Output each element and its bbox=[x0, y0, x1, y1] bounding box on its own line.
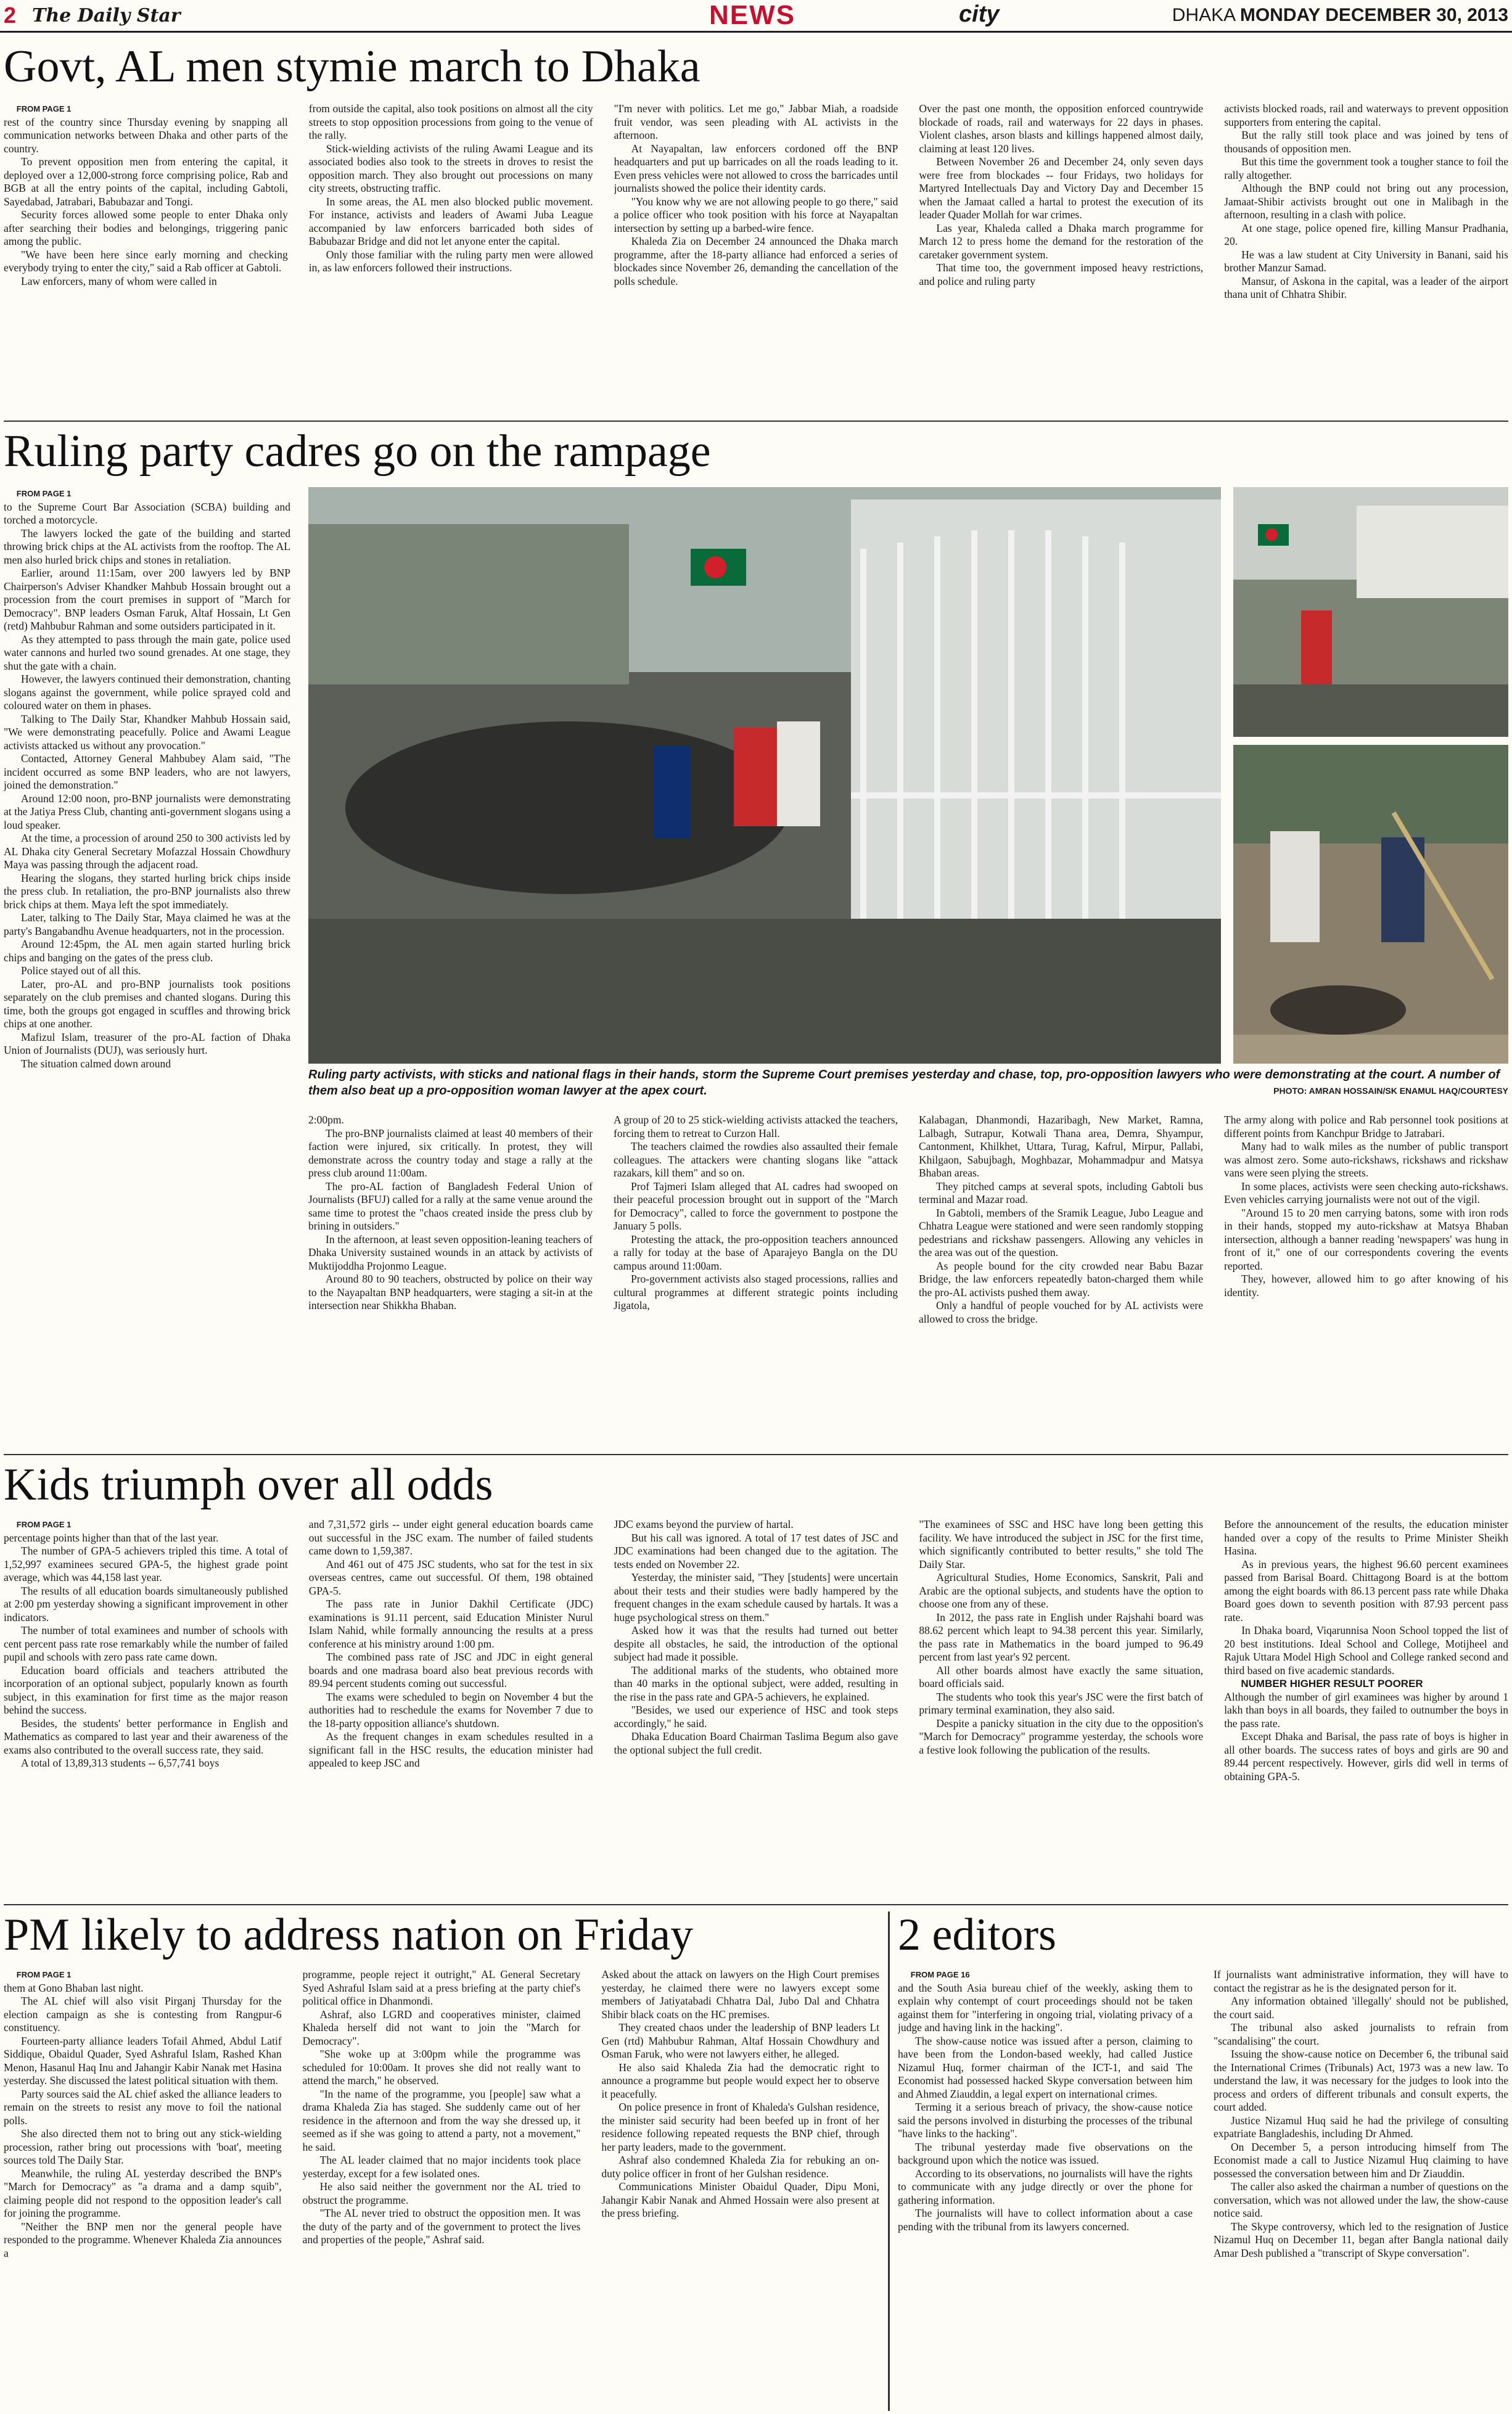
paragraph: As in previous years, the highest 96.60 percent examinees passed from Barisal Board. Chittagong Board is at the bottom among the eight boards with 86.13 percent pass rate while Dhaka Board goes down to seventh position with 87.93 percent pass rate. bbox=[1224, 1558, 1508, 1624]
paragraph: As people bound for the city crowded near Babu Bazar Bridge, the law enforcers repeatedly baton-charged them while the pro-AL activists pushed them away. bbox=[919, 1259, 1203, 1299]
paragraph: percentage points higher than that of the last year. bbox=[4, 1531, 219, 1544]
paragraph: In some places, activists were seen checking auto-rickshaws. Even vehicles carrying journalists were not out of the vigil. bbox=[1224, 1180, 1508, 1205]
paragraph: "Besides, we used our experience of HSC and took steps accordingly," he said. bbox=[614, 1704, 898, 1730]
column-3 bbox=[614, 102, 898, 480]
paragraph: As the frequent changes in exam schedules resulted in a significant fall in the HSC results, the education minister had appealed to keep JSC and bbox=[308, 1730, 593, 1769]
paragraph: Around 12:45pm, the AL men again started hurling brick chips and banging on the gates of the press club. bbox=[4, 938, 290, 964]
paragraph: "The examinees of SSC and HSC have long been getting this facility. We have introduced the subject in JSC for the first time, which significantly contributed to better results," she told The Daily Star. bbox=[919, 1518, 1204, 1570]
side-photo-top[interactable] bbox=[1233, 487, 1508, 737]
paragraph: He also said neither the government nor the AL tried to obstruct the programme. bbox=[302, 2180, 581, 2206]
paragraph: and 7,31,572 girls -- under eight general education boards came out successful in the JSC exam. The number of failed students came down to 1,59,387. bbox=[308, 1518, 593, 1557]
paragraph: The journalists will have to collect information about a case pending with the tribunal from its lawyers concerned. bbox=[898, 2207, 1193, 2233]
paragraph: As they attempted to pass through the main gate, police used water cannons and hurled two sound grenades. At one stage, they shut the gate with a chain. bbox=[4, 633, 290, 672]
main-photo[interactable] bbox=[308, 487, 1221, 1064]
paragraph: Although the number of girl examinees was higher by around 1 lakh than boys in all boards, they failed to outnumber the boys in the pass rate. bbox=[1224, 1690, 1508, 1730]
paragraph: According to its observations, no journalists will have the rights to communicate with any judge directly or over the phone for gathering information. bbox=[898, 2167, 1193, 2206]
paragraph: them at Gono Bhaban last night. bbox=[4, 1981, 144, 1994]
paragraph: Contacted, Attorney General Mahbubey Alam said, "The incident occurred as some BNP leaders, who are not lawyers, joined the demonstration." bbox=[4, 752, 290, 791]
paragraph: "You know why we are not allowing people to go there," said a police officer who took position with his force at Nayapaltan intersection by setting up a barbed-wire fence. bbox=[614, 195, 898, 234]
column-4 bbox=[919, 102, 1203, 480]
paragraph: Around 80 to 90 teachers, obstructed by police on their way to the Nayapaltan BNP headquarters, were staging a sit-in at the intersection near Shikkha Bhaban. bbox=[308, 1273, 593, 1312]
paragraph: Fourteen-party alliance leaders Tofail Ahmed, Abdul Latif Siddique, Obaidul Quader, Syed Ashraful Islam, Rashed Khan Menon, Hasanul Haq Inu and Jahangir Kabir Nanak met Hasina yesterday. She discussed the latest political situation with them. bbox=[4, 2034, 282, 2087]
paragraph: The tribunal also asked journalists to refrain from "scandalising" the court. bbox=[1214, 2021, 1508, 2047]
page-number: 2 bbox=[4, 2, 17, 28]
paragraph: The number of total examinees and number of schools with cent percent pass rate rose remarkably while the number of failed pupil and schools with zero pass rate came down. bbox=[4, 1624, 288, 1663]
paragraph: "In the name of the programme, you [people] saw what a drama Khaleda Zia has staged. She suddenly came out of her residence in the afternoon and from the way she dressed up, it seemed as if she was going to attend a party, not a movement," he said. bbox=[302, 2087, 581, 2153]
column-1 bbox=[4, 1518, 288, 1900]
divider bbox=[4, 1454, 1508, 1455]
paragraph: At Nayapaltan, law enforcers cordoned off the BNP headquarters and put up barricades on all the roads leading to it. Even press vehicles were not allowed to cross the barricades until journalists showed the police their identity cards. bbox=[614, 142, 898, 194]
paragraph: They pitched camps at several spots, including Gabtoli bus terminal and Mazar road. bbox=[919, 1180, 1203, 1205]
paragraph: Agricultural Studies, Home Economics, Sanskrit, Pali and Arabic are the optional subjects, and students have the option to choose one from any of these. bbox=[919, 1571, 1204, 1610]
paragraph: Meanwhile, the ruling AL yesterday described the BNP's "March for Democracy" as "a drama and a damp squib", claiming people did not respond to the opposition leader's call for joining the programme. bbox=[4, 2167, 282, 2219]
column-5 bbox=[1224, 1114, 1508, 1465]
dateline-date: MONDAY DECEMBER 30, 2013 bbox=[1239, 5, 1508, 25]
paragraph: If journalists want administrative information, they will have to contact the registrar as he is the designated person for it. bbox=[1214, 1968, 1508, 1994]
paragraph: The Skype controversy, which led to the resignation of Justice Nizamul Huq on December 11, began after Bangla national daily Amar Desh published a "transcript of Skype conversation". bbox=[1214, 2220, 1508, 2259]
paragraph: The caller also asked the chairman a number of questions on the conversation, which was not allowed under the law, the show-cause notice said. bbox=[1214, 2180, 1508, 2219]
paragraph: Later, talking to The Daily Star, Maya claimed he was at the party's Bangabandhu Avenue headquarters, not in the procession. bbox=[4, 911, 290, 937]
paragraph: Issuing the show-cause notice on December 6, the tribunal said the International Crimes (Tribunals) Act, 1973 was a new law. To understand the law, it was necessary for the judges to look into the process and orders of different tribunals and consult experts, the court added. bbox=[1214, 2048, 1508, 2113]
paragraph: At the time, a procession of around 250 to 300 activists led by AL Dhaka city General Secretary Mofazzal Hossain Chowdhury Maya was passing through the adjacent road. bbox=[4, 832, 290, 871]
column-5 bbox=[1224, 1518, 1508, 1900]
section-name: NEWS bbox=[709, 0, 795, 30]
headline[interactable]: Ruling party cadres go on the rampage bbox=[4, 426, 711, 477]
paragraph: Mafizul Islam, treasurer of the pro-AL faction of Dhaka Union of Journalists (DUJ), was seriously hurt. bbox=[4, 1030, 290, 1056]
paragraph: A group of 20 to 25 stick-wielding activists attacked the teachers, forcing them to retreat to Curzon Hall. bbox=[614, 1114, 898, 1139]
paragraph: The combined pass rate of JSC and JDC in eight general boards and one madrasa board also beat previous records with 89.94 percent students coming out successful. bbox=[308, 1651, 593, 1689]
paragraph: rest of the country since Thursday evening by snapping all communication networks between Dhaka and other parts of the country. bbox=[4, 115, 288, 155]
headline[interactable]: 2 editors bbox=[898, 1910, 1056, 1960]
paragraph: In Dhaka board, Viqarunnisa Noon School topped the list of 20 best institutions. Ideal School and College, Motijheel and Rajuk Uttara Model High School and College ranked second and third based on five academic standards. bbox=[1224, 1624, 1508, 1677]
paragraph: and the South Asia bureau chief of the weekly, asking them to explain why contempt of court proceedings should not be taken against them for "interfering in ongoing trial, violating privacy of a judge and having link in the hacking". bbox=[898, 1981, 1193, 2034]
paragraph: Around 12:00 noon, pro-BNP journalists were demonstrating at the Jatiya Press Club, chanting anti-government slogans using a loud speaker. bbox=[4, 792, 290, 831]
paragraph: To prevent opposition men from entering the capital, it deployed over a 12,000-strong force comprising police, Rab and BGB at all the entry points of the capital, including Gabtoli, Sayedabad, Jatrabari, Babubazar and Tongi. bbox=[4, 155, 288, 208]
paragraph: The pro-AL faction of Bangladesh Federal Union of Journalists (BFUJ) called for a rally at the same venue around the same time to protest the "chaos created inside the press club by brining in outsiders." bbox=[308, 1180, 593, 1232]
paragraph: Protesting the attack, the pro-opposition teachers announced a rally for today at the base of Aparajeyo Bangla on the DU campus around 11:00am. bbox=[614, 1233, 898, 1272]
column-divider bbox=[888, 1911, 890, 2411]
paragraph: Prof Tajmeri Islam alleged that AL cadres had swooped on their peaceful procession brought out in support of the "March for Democracy", called to force the government to postpone the January 5 polls. bbox=[614, 1180, 898, 1232]
paragraph: Justice Nizamul Huq said he had the privilege of consulting expatriate Bangladeshis, including Dr Ahmed. bbox=[1214, 2114, 1508, 2140]
photo-caption bbox=[308, 1067, 1508, 1099]
paragraph: The exams were scheduled to begin on November 4 but the authorities had to reschedule the exams for November 7 due to the 18-party opposition alliance's shutdown. bbox=[308, 1690, 593, 1730]
column-4 bbox=[919, 1114, 1203, 1465]
paragraph: Law enforcers, many of whom were called in bbox=[21, 274, 217, 287]
paragraph: programme, people reject it outright," AL General Secretary Syed Ashraful Islam said at a press briefing at the party chief's political office in Dhanmondi. bbox=[302, 1968, 581, 2007]
paragraph: All other boards almost have exactly the same situation, board officials said. bbox=[919, 1664, 1204, 1689]
column-3 bbox=[601, 1968, 879, 2410]
headline[interactable]: PM likely to address nation on Friday bbox=[4, 1910, 694, 1960]
paragraph: That time too, the government imposed heavy restrictions, and police and ruling party bbox=[919, 261, 1204, 287]
paragraph: Only a handful of people vouched for by AL activists were allowed to cross the bridge. bbox=[919, 1299, 1203, 1325]
paragraph: "Neither the BNP men nor the general people have responded to the programme. Whenever Khaleda Zia announces a bbox=[4, 2220, 282, 2259]
paragraph: Ashraf also condemned Khaleda Zia for rebuking an on-duty police officer in front of her Gulshan residence. bbox=[601, 2154, 880, 2180]
paragraph: And 461 out of 475 JSC students, who sat for the test in six overseas centres, came out successful. Of them, 198 obtained GPA-5. bbox=[308, 1558, 593, 1597]
from-page-label: FROM PAGE 1 bbox=[16, 489, 72, 498]
paragraph: The army along with police and Rab personnel took positions at different points from Kanchpur Bridge to Jatrabari. bbox=[1224, 1114, 1508, 1139]
column-2 bbox=[309, 102, 593, 480]
paragraph: "We have been here since early morning and checking everybody trying to enter the city," said a Rab officer at Gabtoli. bbox=[4, 248, 288, 274]
column-2 bbox=[308, 1114, 593, 1465]
story-pm-address bbox=[4, 1909, 879, 2412]
column-1 bbox=[4, 487, 290, 1464]
paragraph: Communications Minister Obaidul Quader, Dipu Moni, Jahangir Kabir Nanak and Ahmed Hossain were also present at the press briefing. bbox=[601, 2180, 880, 2219]
from-page-label: FROM PAGE 1 bbox=[16, 1520, 72, 1529]
from-page-label: FROM PAGE 16 bbox=[910, 1970, 970, 1979]
column-1 bbox=[898, 1968, 1193, 2410]
paragraph: Pro-government activists also staged processions, rallies and cultural programmes at different strategic points including Jigatola, bbox=[614, 1273, 898, 1312]
paragraph: The situation calmed down around bbox=[21, 1057, 171, 1070]
divider bbox=[4, 421, 1508, 422]
headline[interactable]: Govt, AL men stymie march to Dhaka bbox=[4, 41, 701, 92]
paragraph: Stick-wielding activists of the ruling Awami League and its associated bodies also took to the streets in droves to resist the opposition march. They also brought out processions on many city streets, obstructing traffic. bbox=[308, 142, 593, 194]
paragraph: The tribunal yesterday made five observations on the background upon which the notice was issued. bbox=[898, 2140, 1193, 2166]
subsection-name: city bbox=[959, 1, 1000, 27]
paragraph: The AL leader claimed that no major incidents took place yesterday, except for a few isolated ones. bbox=[302, 2154, 581, 2180]
paragraph: The additional marks of the students, who obtained more than 40 marks in the optional subject, were added, resulting in the rise in the pass rate and GPA-5 achievers, he explained. bbox=[614, 1664, 898, 1703]
paragraph: The number of GPA-5 achievers tripled this time. A total of 1,52,997 examinees secured GPA-5, the highest grade point average, which was 44,158 last year. bbox=[4, 1545, 288, 1583]
story-kids-triumph bbox=[4, 1459, 1508, 1903]
paragraph: The results of all education boards simultaneously published at 2:00 pm yesterday showing a significant improvement in other indicators. bbox=[4, 1584, 288, 1624]
column-5 bbox=[1224, 102, 1508, 480]
paragraph: Only those familiar with the ruling party men were allowed in, as law enforcers followed their instructions. bbox=[308, 248, 593, 274]
paragraph: Dhaka Education Board Chairman Taslima Begum also gave the optional subject the full credit. bbox=[614, 1730, 898, 1756]
column-2 bbox=[309, 1518, 593, 1900]
paragraph: Later, pro-AL and pro-BNP journalists took positions separately on the club premises and chanted slogans. During this time, both the groups got engaged in scuffles and throwing brick chips at one another. bbox=[4, 977, 290, 1030]
paragraph: "She woke up at 3:00pm while the programme was scheduled for 10:00am. It proves she did not really want to attend the march," he observed. bbox=[302, 2048, 581, 2087]
paragraph: She also directed them not to bring out any stick-wielding procession, rather bring out processions with 'boat', meeting sources told The Daily Star. bbox=[4, 2127, 282, 2166]
paragraph: Las year, Khaleda called a Dhaka march programme for March 12 to press home the demand for the restoration of the caretaker government system. bbox=[919, 221, 1204, 261]
column-2 bbox=[303, 1968, 581, 2410]
from-page-label: FROM PAGE 1 bbox=[16, 104, 72, 113]
paragraph: However, the lawyers continued their demonstration, chanting slogans against the government, while police sprayed cold and coloured water on them in phases. bbox=[4, 673, 290, 712]
column-3 bbox=[614, 1518, 898, 1900]
paragraph: Over the past one month, the opposition enforced countrywide blockade of roads, rail and waterways for 22 days in phases. Violent clashes, arson blasts and killings happened almost daily, claiming at least 120 lives. bbox=[919, 102, 1204, 155]
dateline bbox=[1172, 5, 1508, 26]
dateline-city: DHAKA bbox=[1172, 5, 1235, 25]
paragraph: The pro-BNP journalists claimed at least 40 members of their faction were injured, six critically. In protest, they will demonstrate across the country today and stage a rally at the press club around 11:00am. bbox=[308, 1127, 593, 1179]
paragraph: Education board officials and teachers attributed the incorporation of an optional subject, popularly known as fourth subject, in this examination for first time as the major reason behind the success. bbox=[4, 1664, 288, 1716]
paragraph: to the Supreme Court Bar Association (SCBA) building and torched a motorcycle. bbox=[4, 500, 290, 526]
paragraph: "Around 15 to 20 men carrying batons, some with iron rods in their hands, stopped my auto-rickshaw at Matsya Bhaban intersection, although a banner reading 'newspapers' was hung in front of it," one of our correspondents covering the events reported. bbox=[1224, 1206, 1508, 1272]
paragraph: The lawyers locked the gate of the building and started throwing brick chips at the AL activists from the rooftop. The AL men also hurled brick chips and stones in retaliation. bbox=[4, 527, 290, 566]
from-page-label: FROM PAGE 1 bbox=[16, 1970, 72, 1979]
paragraph: At one stage, police opened fire, killing Mansur Pradhania, 20. bbox=[1224, 221, 1508, 247]
paragraph: 2:00pm. bbox=[308, 1114, 344, 1126]
paragraph: He also said Khaleda Zia had the democratic right to announce a programme but people would expect her to observe it peacefully. bbox=[601, 2061, 880, 2100]
paragraph: The pass rate in Junior Dakhil Certificate (JDC) examinations is 91.11 percent, said Education Minister Nurul Islam Nahid, while formally announcing the results at a press conference at his ministry around 1:00 pm. bbox=[308, 1598, 593, 1650]
subheading: NUMBER HIGHER RESULT POORER bbox=[1241, 1678, 1423, 1689]
paragraph: But the rally still took place and was joined by tens of thousands of opposition men. bbox=[1224, 129, 1508, 155]
paragraph: Many had to walk miles as the number of public transport was almost zero. Some auto-rickshaws, rickshaws and rickshaw vans were seen plying the streets. bbox=[1224, 1140, 1508, 1179]
paragraph: He was a law student at City University in Banani, said his brother Manzur Samad. bbox=[1224, 248, 1508, 274]
paragraph: Hearing the slogans, they started hurling brick chips inside the press club. In retaliation, the pro-BNP journalists also threw brick chips at them. Maya left the spot immediately. bbox=[4, 871, 290, 911]
paragraph: On police presence in front of Khaleda's Gulshan residence, the minister said security had been beefed up in front of her residence following repeated requests the BNP chief, through her party leaders, made to the government. bbox=[601, 2101, 880, 2153]
story-govt-march bbox=[4, 41, 1508, 485]
paragraph: Kalabagan, Dhanmondi, Hazaribagh, New Market, Ramna, Lalbagh, Sutrapur, Kotwali Thana area, Demra, Shyampur, Cantonment, Khilkhet, Uttara, Turag, Kafrul, Mirpur, Pallabi, Khilgaon, Sabujbagh, Moghbazar, Mohammadpur and Matsya Bhaban areas. bbox=[919, 1114, 1203, 1179]
paragraph: Khaleda Zia on December 24 announced the Dhaka march programme, after the 18-party alliance had enforced a series of blockades since November 26, demanding the cancellation of the polls schedule. bbox=[614, 235, 898, 287]
column-2 bbox=[1214, 1968, 1508, 2410]
paragraph: Talking to The Daily Star, Khandker Mahbub Hossain said, "We were demonstrating peacefully. Police and Awami League activists attacked us without any provocation." bbox=[4, 712, 290, 752]
paragraph: Between November 26 and December 24, only seven days were free from blockades -- four Fridays, two holidays for Martyred Intellectuals Day and Victory Day and December 15 when the Jamaat called a hartal to protest the execution of its leader Quader Mollah for war crimes. bbox=[919, 155, 1204, 221]
column-1 bbox=[4, 1968, 282, 2410]
paragraph: They, however, allowed him to go after knowing of his identity. bbox=[1224, 1273, 1508, 1299]
paragraph: Except Dhaka and Barisal, the pass rate of boys is higher in all other boards. The success rates of boys and girls are 90 and 89.44 percent respectively. However, girls did well in terms of obtaining GPA-5. bbox=[1224, 1730, 1508, 1783]
paragraph: Despite a panicky situation in the city due to the opposition's "March for Democracy" programme yesterday, the schools wore a festive look following the publication of the results. bbox=[919, 1717, 1204, 1756]
paragraph: In the afternoon, at least seven opposition-leaning teachers of Dhaka University sustained wounds in an attack by activists of Muktijoddha Projonmo League. bbox=[308, 1233, 593, 1272]
paper-logo: The Daily Star bbox=[32, 5, 181, 27]
paragraph: from outside the capital, also took positions on almost all the city streets to stop opposition processions from going to the venue of the rally. bbox=[308, 102, 593, 141]
side-photo-bottom[interactable] bbox=[1233, 745, 1508, 1064]
paragraph: Police stayed out of all this. bbox=[21, 964, 141, 977]
paragraph: Asked how it was that the results had turned out better despite all obstacles, he said, the introduction of the optional subject had made it possible. bbox=[614, 1624, 898, 1663]
paragraph: The teachers claimed the rowdies also assaulted their female colleagues. The attackers were chanting slogans like "attack razakars, kill them" and so on. bbox=[614, 1140, 898, 1179]
paragraph: On December 5, a person introducing himself from The Economist made a call to Justice Nizamul Huq claiming to have possessed the conversation between him and Dr Ziauddin. bbox=[1214, 2140, 1508, 2180]
paragraph: Security forces allowed some people to enter Dhaka only after searching their bodies and belongings, triggering panic among the public. bbox=[4, 208, 288, 247]
story-rampage bbox=[4, 425, 1508, 1464]
story-2-editors bbox=[898, 1909, 1508, 2412]
paragraph: activists blocked roads, rail and waterways to prevent opposition supporters from entering the capital. bbox=[1224, 102, 1508, 128]
headline[interactable]: Kids triumph over all odds bbox=[4, 1459, 493, 1510]
paragraph: Party sources said the AL chief asked the alliance leaders to remain on the streets to resist any move to foil the national polls. bbox=[4, 2087, 282, 2127]
paragraph: The students who took this year's JSC were the first batch of primary terminal examination, they also said. bbox=[919, 1690, 1204, 1716]
paragraph: Before the announcement of the results, the education minister handed over a copy of the results to Prime Minister Sheikh Hasina. bbox=[1224, 1518, 1508, 1557]
paragraph: But his call was ignored. A total of 17 test dates of JSC and JDC examinations had been changed due to the agitation. The tests ended on November 22. bbox=[614, 1531, 898, 1570]
column-4 bbox=[919, 1518, 1203, 1900]
paragraph: Although the BNP could not bring out any procession, Jamaat-Shibir activists brought out one in Malibagh in the afternoon, resulting in a clash with police. bbox=[1224, 182, 1508, 221]
paragraph: "The AL never tried to obstruct the opposition men. It was the duty of the party and of the government to protect the lives and properties of the people," Ashraf said. bbox=[302, 2207, 581, 2246]
paragraph: The AL chief will also visit Pirganj Thursday for the election campaign as she is contesting from Rangpur-6 constituency. bbox=[4, 1995, 282, 2034]
paragraph: A total of 13,89,313 students -- 6,57,741 boys bbox=[21, 1757, 220, 1769]
paragraph: Asked about the attack on lawyers on the High Court premises yesterday, he claimed there were no lawyers except some members of Jatiyatabadi Chhatra Dal, Jubo Dal and Chhatra Shibir black coats on the HC premises. bbox=[601, 1968, 880, 2021]
paragraph: The show-cause notice was issued after a person, claiming to have been from the London-based weekly, had called Justice Nizamul Huq, former chairman of the ICT-1, and said The Economist had possessed hacked Skype conversation between him and Ahmed Ziauddin, a legal expert on international crimes. bbox=[898, 2034, 1193, 2100]
paragraph: Mansur, of Askona in the capital, was a leader of the airport thana unit of Chhatra Shibir. bbox=[1224, 274, 1508, 300]
photo-credit: PHOTO: AMRAN HOSSAIN/SK ENAMUL HAQ/COURTESY bbox=[1273, 1086, 1508, 1096]
paragraph: In Gabtoli, members of the Sramik League, Jubo League and Chhatra League were stationed and were seen randomly stopping pedestrians and rickshaw passengers. Allowing any vehicles in the area was out of the question. bbox=[919, 1206, 1203, 1258]
paragraph: Yesterday, the minister said, "They [students] were uncertain about their tests and their studies were badly hampered by the frequent changes in the exam schedule caused by hartals. It was a huge psychological stress on them." bbox=[614, 1571, 898, 1624]
paragraph: Terming it a serious breach of privacy, the show-cause notice said the persons involved in disturbing the processes of the tribunal "have links to the hacking". bbox=[898, 2101, 1193, 2140]
paragraph: Besides, the students' better performance in English and Mathematics as compared to last year and their awareness of the exams also contributed to the overall success rate, they said. bbox=[4, 1717, 288, 1756]
column-1 bbox=[4, 102, 288, 480]
paragraph: In 2012, the pass rate in English under Rajshahi board was 88.62 percent which leapt to 94.38 percent this year. Similarly, the pass rate in Mathematics in the board jumped to 96.49 percent from last year's 92 percent. bbox=[919, 1611, 1204, 1663]
paragraph: Earlier, around 11:15am, over 200 lawyers led by BNP Chairperson's Adviser Khandker Mahbub Hossain brought out a procession from the court premises in support of "March for Democracy". BNP leaders Osman Faruk, Altaf Hossain, Lt Gen (retd) Mahbubur Rahman and some outsiders participated in it. bbox=[4, 567, 290, 632]
caption-text: Ruling party activists, with sticks and national flags in their hands, storm the Supreme Court premises yesterday and chase, top, pro-opposition lawyers who were demonstrating at the court. A number of them also beat up a pro-opposition woman lawyer at the apex court. bbox=[308, 1068, 1500, 1098]
paragraph: They created chaos under the leadership of BNP leaders Lt Gen (rtd) Mahbubur Rahman, Altaf Hossain Chowdhury and Osman Faruk, who were not lawyers either, he alleged. bbox=[601, 2021, 880, 2060]
paragraph: Any information obtained 'illegally' should not be published, the court said. bbox=[1214, 1995, 1508, 2021]
column-3 bbox=[614, 1114, 898, 1465]
divider bbox=[4, 1904, 1508, 1905]
paragraph: Ashraf, also LGRD and cooperatives minister, claimed Khaleda herself did not want to join the "March for Democracy". bbox=[302, 2008, 581, 2047]
paragraph: "I'm never with politics. Let me go," Jabbar Miah, a roadside fruit vendor, was seen pleading with AL activists in the afternoon. bbox=[614, 102, 898, 141]
masthead bbox=[0, 0, 1512, 33]
paragraph: In some areas, the AL men also blocked public movement. For instance, activists and leaders of Awami Juba League accompanied by law enforcers barricaded both sides of Babubazar Bridge and did not let anyone enter the capital. bbox=[308, 195, 593, 247]
paragraph: JDC exams beyond the purview of hartal. bbox=[614, 1518, 794, 1530]
paragraph: But this time the government took a tougher stance to foil the rally altogether. bbox=[1224, 155, 1508, 181]
